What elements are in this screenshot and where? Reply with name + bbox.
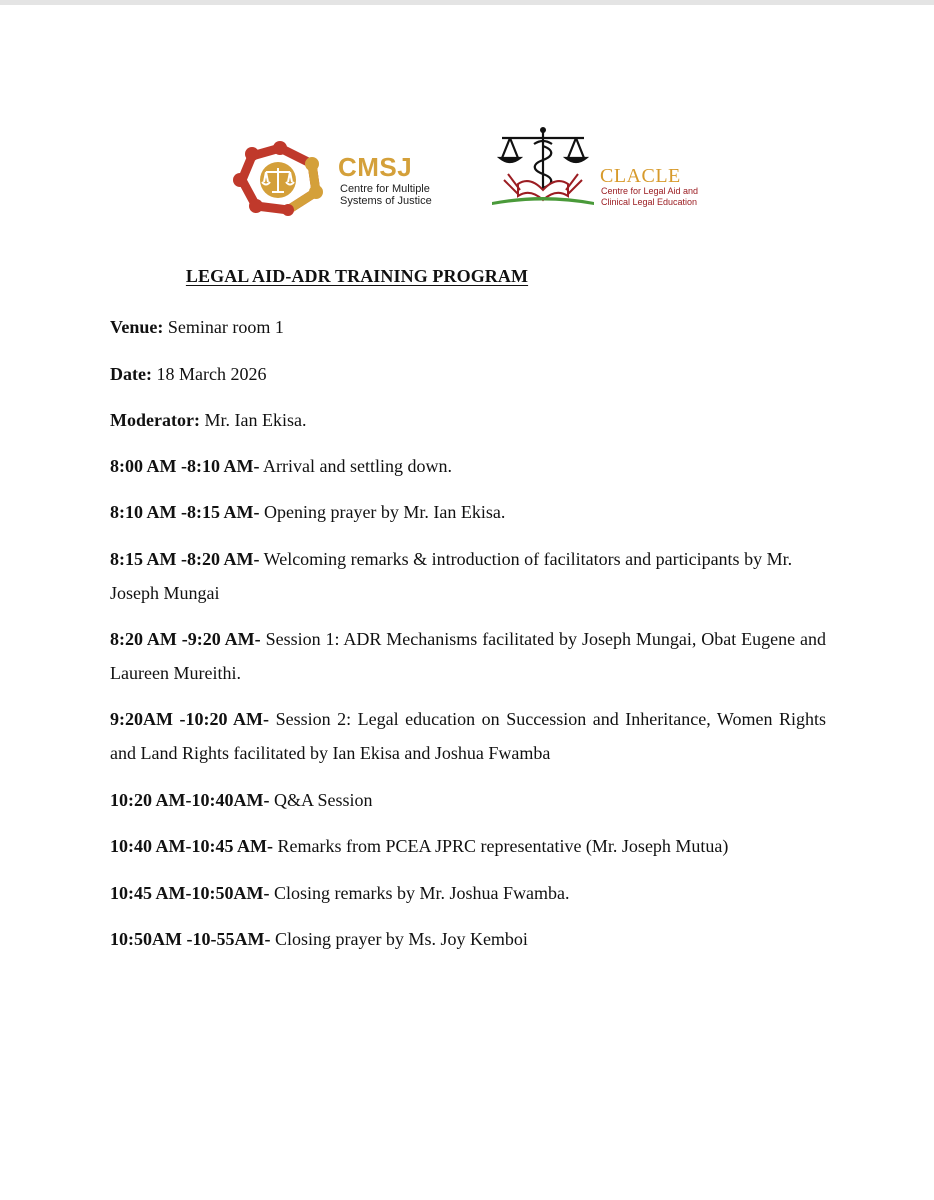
schedule-time: 8:20 AM -9:20 AM- [110, 629, 261, 649]
schedule-item [110, 829, 826, 863]
schedule-text: Q&A Session [273, 790, 373, 810]
cmsj-abbreviation: CMSJ [338, 152, 413, 182]
schedule-text: Session 1: ADR Mechanisms facilitated by Joseph Mungai, Obat Eugene and Laureen Mureithi. [110, 629, 826, 683]
date-row [110, 357, 826, 391]
venue-row [110, 310, 826, 344]
schedule-item [110, 495, 826, 529]
moderator-label: Moderator: [110, 410, 200, 430]
venue-label: Venue: [110, 317, 164, 337]
clacle-name-line1: Centre for Legal Aid and [601, 186, 699, 196]
schedule-time: 8:00 AM -8:10 AM- [110, 456, 260, 476]
schedule-text: Closing prayer by Ms. Joy Kemboi [274, 929, 528, 949]
schedule-text: Welcoming remarks & introduction of facilitators and participants by Mr. Joseph Mungai [110, 549, 793, 603]
schedule-time: 9:20AM -10:20 AM- [110, 709, 270, 729]
schedule-time: 10:40 AM-10:45 AM- [110, 836, 273, 856]
schedule-time: 10:20 AM-10:40AM- [110, 790, 270, 810]
cmsj-name-line2: Systems of Justice [340, 195, 432, 207]
moderator-row [110, 403, 826, 437]
date-label: Date: [110, 364, 152, 384]
schedule-text: Closing remarks by Mr. Joshua Fwamba. [273, 883, 570, 903]
cmsj-name-line1: Centre for Multiple [340, 183, 430, 195]
schedule-text: Opening prayer by Mr. Ian Ekisa. [263, 502, 506, 522]
schedule-time: 8:10 AM -8:15 AM- [110, 502, 260, 522]
schedule-item [110, 702, 826, 770]
schedule-time: 10:50AM -10-55AM- [110, 929, 271, 949]
schedule-text: Remarks from PCEA JPRC representative (Mr. Joseph Mutua) [277, 836, 729, 856]
moderator-value: Mr. Ian Ekisa. [204, 410, 307, 430]
program-body [110, 0, 826, 1200]
schedule-text: Arrival and settling down. [262, 456, 452, 476]
schedule-text: Session 2: Legal education on Succession and Inheritance, Women Rights and Land Rights facilitated by Ian Ekisa and Joshua Fwamba [110, 709, 827, 763]
date-value: 18 March 2026 [156, 364, 267, 384]
clacle-abbreviation: CLACLE [600, 165, 681, 187]
schedule-item [110, 922, 826, 956]
program-title: LEGAL AID-ADR TRAINING PROGRAM [185, 266, 529, 286]
schedule-item [110, 449, 826, 483]
schedule-item [110, 542, 826, 610]
schedule-item [110, 876, 826, 910]
schedule-time: 8:15 AM -8:20 AM- [110, 549, 260, 569]
schedule-time: 10:45 AM-10:50AM- [110, 883, 270, 903]
schedule-item [110, 783, 826, 817]
venue-value: Seminar room 1 [167, 317, 284, 337]
schedule-item [110, 622, 826, 690]
clacle-name-line2: Clinical Legal Education [601, 197, 698, 207]
